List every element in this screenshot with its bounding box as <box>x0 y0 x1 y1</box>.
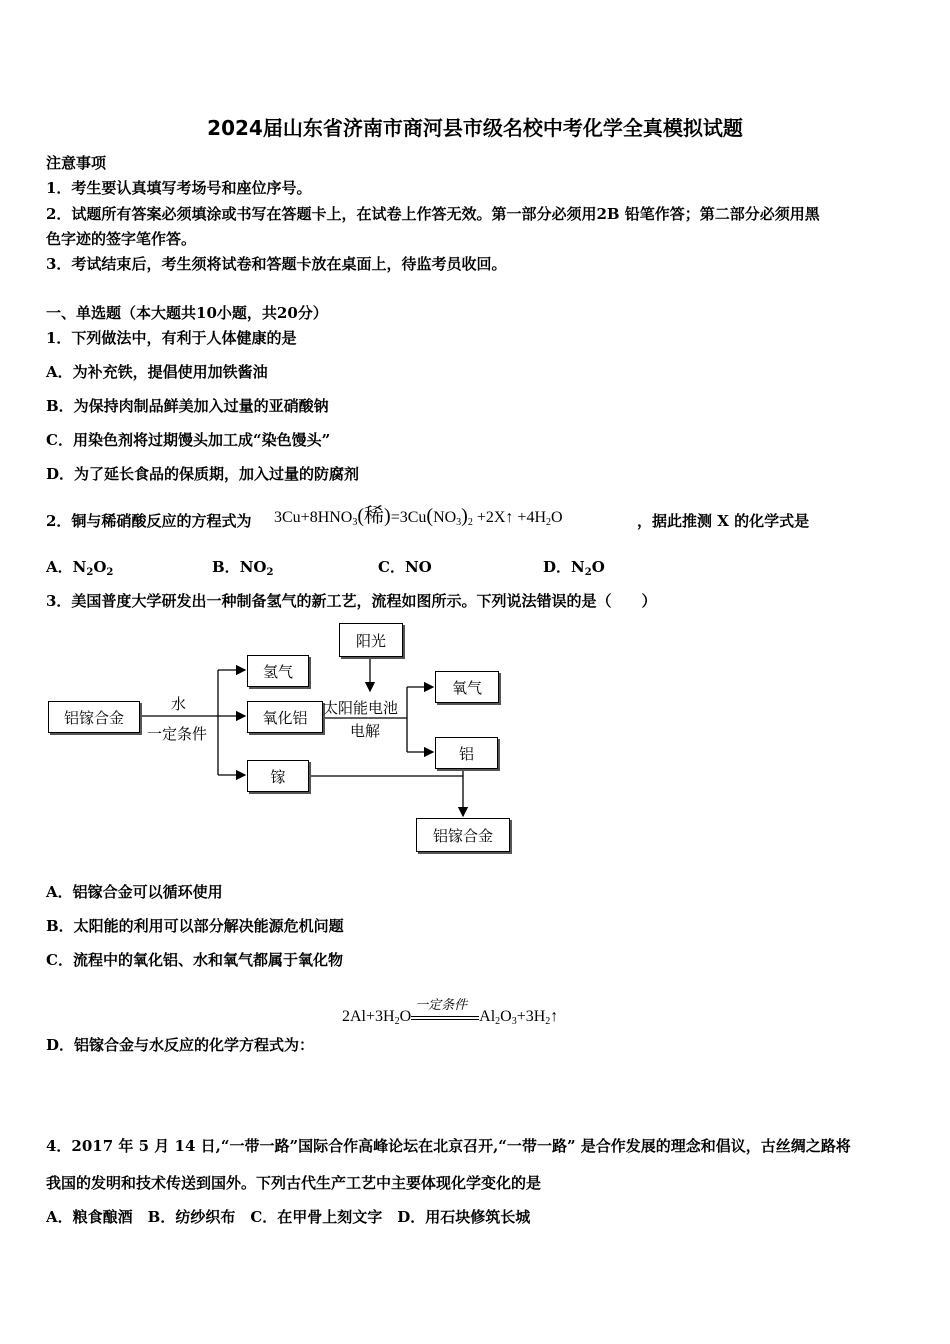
box-alloy-in: 铝镓合金 <box>48 701 140 733</box>
question-3-option-c: C．流程中的氧化铝、水和氧气都属于氧化物 <box>46 951 343 969</box>
box-gallium: 镓 <box>247 760 309 792</box>
label-condition: 一定条件 <box>147 725 208 743</box>
question-3-equation: $2Al+3H_2O$ 一定条件 $Al_2O_3+3H_2↑$ <box>342 998 559 1027</box>
notice-heading: 注意事项 <box>46 154 107 172</box>
question-2-option-a: A．$N_2O_2$ <box>46 558 114 578</box>
question-3-option-b: B．太阳能的利用可以部分解决能源危机问题 <box>46 917 344 935</box>
question-4-options: A．粮食酿酒 B．纺纱织布 C．在甲骨上刻文字 D．用石块修筑长城 <box>46 1208 531 1226</box>
box-alumina: 氧化铝 <box>247 701 323 733</box>
question-2-stem-post: ，据此推测 X 的化学式是 <box>637 512 810 530</box>
label-solar-cell: 太阳能电池 <box>323 699 399 717</box>
notice-item: 1．考生要认真填写考场号和座位序号。 <box>46 179 312 197</box>
reaction-condition-arrow: 一定条件 <box>411 1009 479 1025</box>
notice-item: 2．试题所有答案必须填涂或书写在答题卡上，在试卷上作答无效。第一部分必须用2B 铅笔作答；第二部分必须用黑 <box>46 205 820 223</box>
question-3-stem: 3．美国普度大学研发出一种制备氢气的新工艺，流程如图所示。下列说法错误的是（ ） <box>46 592 657 610</box>
question-3-option-d: D．铝镓合金与水反应的化学方程式为： <box>46 1036 315 1054</box>
box-oxygen: 氧气 <box>435 671 499 703</box>
question-4-stem-line1: 4．2017 年 5 月 14 日,“一带一路”国际合作高峰论坛在北京召开,“一带一路” 是合作发展的理念和倡议，古丝绸之路将 <box>46 1137 851 1155</box>
notice-item: 3．考试结束后，考生须将试卷和答题卡放在桌面上，待监考员收回。 <box>46 255 507 273</box>
question-1-option-b: B．为保持肉制品鲜美加入过量的亚硝酸钠 <box>46 397 329 415</box>
question-2-option-b: B．$NO_2$ <box>212 558 274 578</box>
question-1-option-d: D．为了延长食品的保质期，加入过量的防腐剂 <box>46 465 360 483</box>
question-2-option-d: D．$N_2O$ <box>543 558 605 578</box>
label-electrolysis: 电解 <box>350 722 381 740</box>
box-aluminum: 铝 <box>435 737 498 769</box>
question-3-option-a: A．铝镓合金可以循环使用 <box>46 883 223 901</box>
question-1-option-a: A．为补充铁，提倡使用加铁酱油 <box>46 363 268 381</box>
box-alloy-out: 铝镓合金 <box>416 818 510 852</box>
section-heading: 一、单选题（本大题共10小题，共20分） <box>46 304 328 322</box>
question-1-option-c: C．用染色剂将过期馒头加工成“染色馒头” <box>46 431 331 449</box>
label-water: 水 <box>171 695 187 713</box>
question-2-stem-pre: 2．铜与稀硝酸反应的方程式为 <box>46 512 252 530</box>
box-hydrogen: 氢气 <box>247 655 309 687</box>
page-title: 2024届山东省济南市商河县市级名校中考化学全真模拟试题 <box>207 116 743 140</box>
question-2-equation: $3Cu+8HNO_3$(稀)$=3Cu(NO_3)_2$ +2X↑ $+4H_2O$ <box>274 505 563 528</box>
question-2-option-c: C．NO <box>378 558 432 576</box>
question-1-stem: 1．下列做法中，有利于人体健康的是 <box>46 329 297 347</box>
box-sunlight: 阳光 <box>339 623 403 657</box>
notice-item: 色字迹的签字笔作答。 <box>46 230 197 248</box>
question-4-stem-line2: 我国的发明和技术传送到国外。下列古代生产工艺中主要体现化学变化的是 <box>46 1174 542 1192</box>
